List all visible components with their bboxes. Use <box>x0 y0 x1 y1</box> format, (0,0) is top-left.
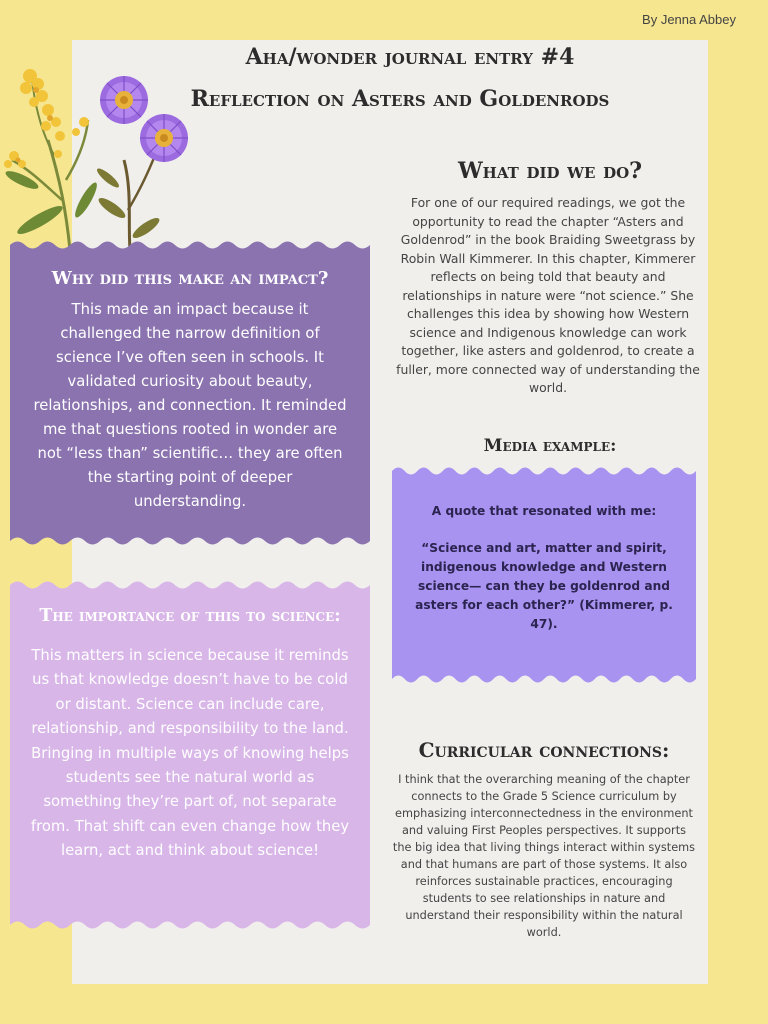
importance-heading: The importance of this to science: <box>39 606 341 626</box>
quote-text: “Science and art, matter and spirit, indigenous knowledge and Western science— can they be goldenrod and asters for each other?” (Kimmerer, p. 47). <box>415 541 673 631</box>
quote-intro: A quote that resonated with me: <box>431 504 657 518</box>
impact-box <box>10 238 370 548</box>
what-heading: What did we do? <box>457 158 643 184</box>
importance-body: This matters in science because it reminds us that knowledge doesn’t have to be cold or distant. Science can include care, relationship, and responsibility to the land. Bringing in multiple ways of knowing helps students see the natural world as something they’re part of, not separate from. That shift can even change how they learn, act and think about science! <box>30 647 350 860</box>
curricular-body: I think that the overarching meaning of the chapter connects to the Grade 5 Science curriculum by emphasizing interconnectedness in the environment and valuing First Peoples perspectives. It supports the big idea that living things interact within systems and that humans are part of those systems. It also reinforces sustainable practices, encouraging students to see relationships in nature and understand their responsibility within the natural world. <box>392 773 696 939</box>
quote-box <box>392 464 696 686</box>
impact-body: This made an impact because it challenged the narrow definition of science I’ve often seen in schools. It validated curiosity about beauty, relationships, and connection. It reminded me that questions rooted in wonder are not “less than” scientific… they are often the starting point of deeper understanding. <box>33 301 347 510</box>
author-byline: By Jenna Abbey <box>642 12 736 27</box>
importance-box <box>10 578 370 932</box>
flowers-icon <box>0 60 200 250</box>
media-heading: Media example: <box>483 436 617 456</box>
curricular-heading: Curricular connections: <box>418 738 670 762</box>
what-body: For one of our required readings, we got the opportunity to read the chapter “Asters and Goldenrod” in the book Braiding Sweetgrass by Robin Wall Kimmerer. In this chapter, Kimmerer reflects on being told that beauty and relationships in nature were “not science.” She challenges this idea by showing how Western science and Indigenous knowledge can work together, like asters and goldenrod, to create a fuller, more connected way of understanding the world. <box>396 195 700 395</box>
page-title: Aha/wonder journal entry #4 <box>245 44 575 70</box>
impact-heading: Why did this make an impact? <box>51 268 329 289</box>
page-subtitle: Reflection on Asters and Goldenrods <box>190 86 610 112</box>
